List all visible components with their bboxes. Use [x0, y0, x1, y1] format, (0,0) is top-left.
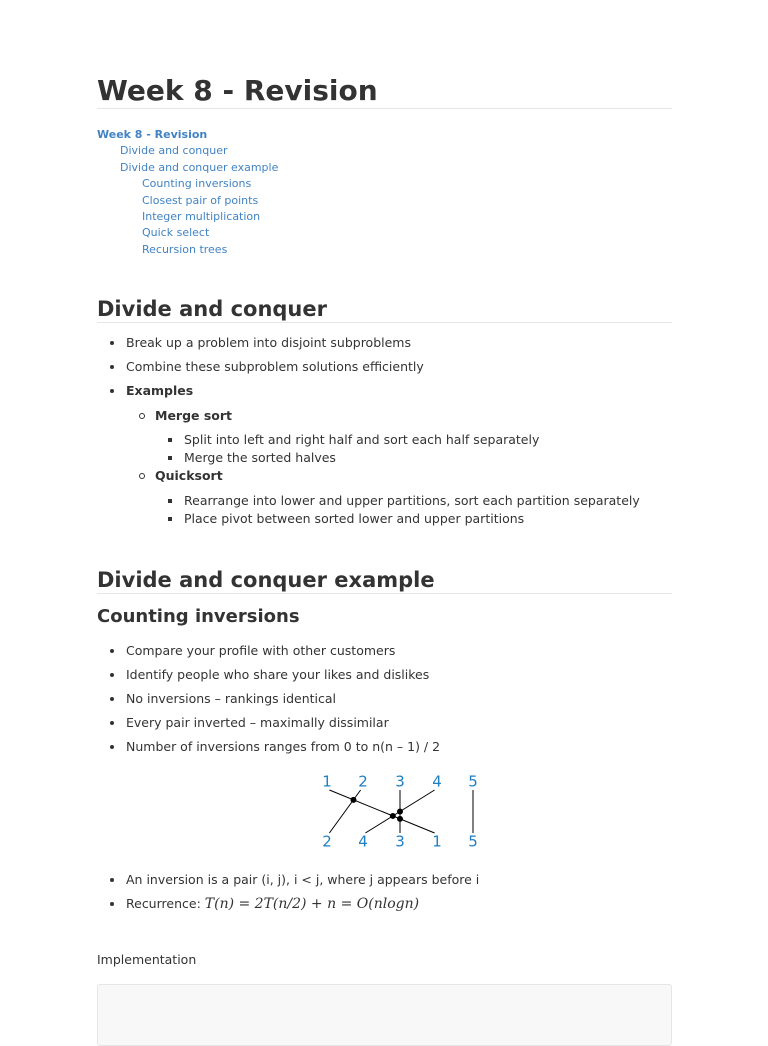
list-item-merge-sort: Merge sort — [155, 408, 233, 423]
list-item: Break up a problem into disjoint subproblems — [126, 335, 411, 350]
inversion-crossing-dot — [350, 797, 356, 803]
list-item: Identify people who share your likes and dislikes — [126, 667, 430, 682]
list-item: Combine these subproblem solutions efficiently — [126, 359, 424, 374]
list-item-examples: Examples — [126, 383, 194, 398]
implementation-label: Implementation — [97, 952, 197, 967]
toc-link-quick-select[interactable]: Quick select — [142, 226, 210, 240]
diagram-bottom-label: 4 — [358, 832, 368, 851]
toc-link-divide-and-conquer[interactable]: Divide and conquer — [120, 144, 228, 158]
toc-link-recursion-trees[interactable]: Recursion trees — [142, 242, 228, 256]
list-item: Place pivot between sorted lower and upper partitions — [184, 511, 525, 526]
diagram-top-label: 5 — [468, 772, 478, 791]
section-divider — [97, 593, 672, 594]
code-block — [97, 984, 672, 1046]
recurrence-label: Recurrence: — [126, 896, 201, 911]
page-title: Week 8 - Revision — [97, 74, 378, 107]
toc-link-closest-pair[interactable]: Closest pair of points — [142, 193, 259, 207]
toc-link-integer-multiplication[interactable]: Integer multiplication — [142, 210, 261, 224]
list-item: Merge the sorted halves — [184, 450, 336, 465]
diagram-top-label: 4 — [432, 772, 442, 791]
list-item: Compare your profile with other customers — [126, 643, 396, 658]
diagram-top-label: 3 — [395, 772, 405, 791]
diagram-top-label: 2 — [358, 772, 368, 791]
table-of-contents — [97, 127, 278, 258]
diagram-lines — [329, 790, 473, 833]
inversion-crossing-dot — [397, 809, 403, 815]
list-item: Split into left and right half and sort each half separately — [184, 432, 540, 447]
inversion-crossing-dot — [390, 813, 396, 819]
diagram-bottom-label: 3 — [395, 832, 405, 851]
diagram-bottom-label: 2 — [322, 832, 332, 851]
title-divider — [97, 108, 672, 109]
inversion-diagram — [310, 770, 490, 852]
list-item: Rearrange into lower and upper partitions, sort each partition separately — [184, 493, 640, 508]
section-divider — [97, 322, 672, 323]
recurrence-formula: T(n) = 2T(n/2) + n = O(nlogn) — [204, 896, 420, 912]
toc-link-divide-and-conquer-example[interactable]: Divide and conquer example — [120, 160, 279, 174]
toc-link-week-8[interactable]: Week 8 - Revision — [97, 128, 208, 141]
section-heading-divide-and-conquer: Divide and conquer — [97, 297, 327, 321]
list-item: Every pair inverted – maximally dissimilar — [126, 715, 389, 730]
list-item: No inversions – rankings identical — [126, 691, 337, 706]
subsection-heading-counting-inversions: Counting inversions — [97, 606, 300, 627]
diagram-bottom-label: 5 — [468, 832, 478, 851]
list-item-recurrence — [126, 896, 419, 912]
toc-link-counting-inversions[interactable]: Counting inversions — [142, 177, 252, 191]
list-item-quicksort: Quicksort — [155, 468, 223, 483]
inversion-crossing-dot — [397, 816, 403, 822]
list-item: Number of inversions ranges from 0 to n(n – 1) / 2 — [126, 739, 441, 754]
diagram-top-label: 1 — [322, 772, 332, 791]
section-heading-divide-and-conquer-example: Divide and conquer example — [97, 568, 435, 592]
list-item: An inversion is a pair (i, j), i < j, where j appears before i — [126, 872, 480, 887]
diagram-bottom-label: 1 — [432, 832, 442, 851]
